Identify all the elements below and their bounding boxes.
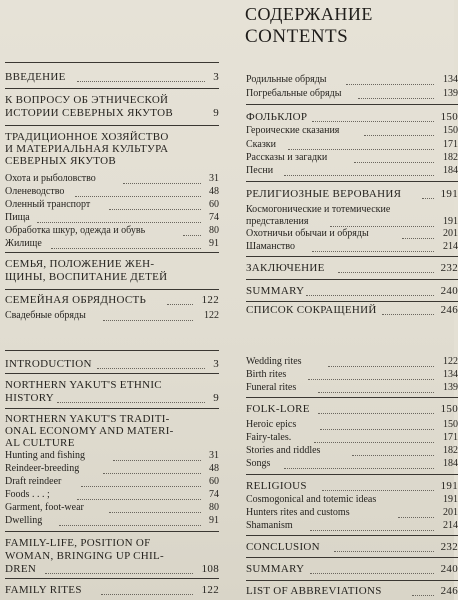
toc-entry xyxy=(5,71,219,84)
dot-leader xyxy=(183,223,201,236)
toc-entry xyxy=(5,238,219,250)
toc-entry xyxy=(246,125,458,137)
dot-leader xyxy=(167,292,193,305)
entry-title: ВВЕДЕНИЕ xyxy=(5,71,66,83)
toc-entry xyxy=(246,541,458,554)
toc-entry xyxy=(5,379,219,407)
page-number: 134 xyxy=(443,369,458,380)
entry-title: Рассказы и загадки xyxy=(246,152,328,163)
dot-leader xyxy=(308,367,434,380)
entry-title: представления xyxy=(246,216,309,227)
dot-leader xyxy=(109,197,201,210)
toc-entry xyxy=(246,563,458,576)
toc-entry xyxy=(246,304,458,317)
entry-title: LIST OF ABBREVIATIONS xyxy=(246,585,382,597)
divider xyxy=(5,125,219,126)
page-number: 31 xyxy=(209,173,219,184)
dot-leader xyxy=(37,210,201,223)
dot-leader xyxy=(338,260,434,273)
divider xyxy=(246,279,458,280)
divider xyxy=(246,557,458,558)
toc-entry xyxy=(5,537,219,577)
entry-title: AL CULTURE xyxy=(5,437,75,449)
entry-title: Dwelling xyxy=(5,515,43,526)
divider xyxy=(5,289,219,290)
dot-leader xyxy=(346,72,434,85)
entry-title: СПИСОК СОКРАЩЕНИЙ xyxy=(246,304,377,316)
toc-entry xyxy=(246,285,458,298)
divider xyxy=(246,397,458,398)
dot-leader xyxy=(358,86,434,99)
entry-title: NORTHERN YAKUT'S TRADITI- xyxy=(5,413,170,425)
page-number: 74 xyxy=(209,489,219,500)
entry-title: SUMMARY xyxy=(246,563,305,575)
entry-title: Свадебные обряды xyxy=(5,310,86,321)
entry-title: Fairy-tales. xyxy=(246,432,292,443)
entry-title: ONAL ECONOMY AND MATERI- xyxy=(5,425,174,437)
entry-title: FAMILY-LIFE, POSITION OF xyxy=(5,537,151,549)
page-number: 60 xyxy=(209,199,219,210)
dot-leader xyxy=(75,184,201,197)
toc-entry xyxy=(246,262,458,275)
entry-title: CONCLUSION xyxy=(246,541,320,553)
dot-leader xyxy=(306,283,434,296)
dot-leader xyxy=(45,561,193,574)
divider xyxy=(5,252,219,253)
divider xyxy=(5,350,219,351)
entry-title: РЕЛИГИОЗНЫЕ ВЕРОВАНИЯ xyxy=(246,188,402,200)
divider xyxy=(246,104,458,105)
page-number: 150 xyxy=(440,111,458,123)
page-number: 182 xyxy=(443,152,458,163)
page-number: 201 xyxy=(443,507,458,518)
dot-leader xyxy=(310,518,434,531)
entry-title: Жилище xyxy=(5,238,42,249)
entry-title: Оленный транспорт xyxy=(5,199,91,210)
entry-title: WOMAN, BRINGING UP CHIL- xyxy=(5,550,164,562)
page-number: 91 xyxy=(209,238,219,249)
toc-entry xyxy=(246,165,458,177)
toc-entry xyxy=(246,480,458,493)
entry-title: HISTORY xyxy=(5,392,54,404)
entry-title: Родильные обряды xyxy=(246,74,327,85)
entry-title: ТРАДИЦИОННОЕ ХОЗЯЙСТВО xyxy=(5,131,169,143)
page-number: 191 xyxy=(440,188,458,200)
toc-entry xyxy=(5,413,219,453)
divider xyxy=(246,580,458,581)
dot-leader xyxy=(51,236,201,249)
page-number: 246 xyxy=(440,304,458,316)
page-number: 48 xyxy=(209,186,219,197)
dot-leader xyxy=(398,505,434,518)
entry-title: Foods . . . ; xyxy=(5,489,50,500)
entry-title: RELIGIOUS xyxy=(246,480,307,492)
dot-leader xyxy=(322,478,434,491)
page-number: 80 xyxy=(209,502,219,513)
toc-entry xyxy=(5,515,219,527)
toc-entry xyxy=(246,585,458,598)
dot-leader xyxy=(103,461,201,474)
page-number: 150 xyxy=(443,419,458,430)
toc-entry xyxy=(5,310,219,322)
entry-title: И МАТЕРИАЛЬНАЯ КУЛЬТУРА xyxy=(5,143,169,155)
dot-leader xyxy=(412,583,434,596)
page-number: 191 xyxy=(443,494,458,505)
entry-title: DREN xyxy=(5,563,37,575)
entry-title: FAMILY RITES xyxy=(5,584,82,596)
entry-title: Garment, foot-wear xyxy=(5,502,84,513)
toc-entry xyxy=(5,584,219,597)
dot-leader xyxy=(314,430,434,443)
dot-leader xyxy=(312,109,434,122)
page-number: 3 xyxy=(213,71,219,83)
page-number: 80 xyxy=(209,225,219,236)
dot-leader xyxy=(97,356,205,369)
dot-leader xyxy=(59,513,201,526)
page-number: 184 xyxy=(443,458,458,469)
dot-leader xyxy=(364,123,434,136)
toc-entry xyxy=(5,94,219,122)
toc-entry xyxy=(246,74,458,86)
entry-title: Оленеводство xyxy=(5,186,65,197)
page-number: 191 xyxy=(440,480,458,492)
dot-leader xyxy=(354,150,434,163)
page-number: 232 xyxy=(440,541,458,553)
dot-leader xyxy=(422,186,434,199)
page-number: 122 xyxy=(201,584,219,596)
page-number: 171 xyxy=(443,139,458,150)
toc-entry xyxy=(5,358,219,371)
dot-leader xyxy=(320,417,434,430)
page-number: 201 xyxy=(443,228,458,239)
divider xyxy=(5,578,219,579)
entry-title: Shamanism xyxy=(246,520,293,531)
toc-entry xyxy=(5,258,219,286)
page-number: 3 xyxy=(213,358,219,370)
dot-leader xyxy=(334,539,434,552)
entry-title: Охотничьи обычаи и обряды xyxy=(246,228,369,239)
dot-leader xyxy=(352,443,434,456)
entry-title: Песни xyxy=(246,165,274,176)
toc-entry xyxy=(246,520,458,532)
entry-title: Draft reindeer xyxy=(5,476,62,487)
page-number: 214 xyxy=(443,520,458,531)
toc-entry xyxy=(246,382,458,394)
dot-leader xyxy=(113,448,201,461)
heading-contents-en: CONTENTS xyxy=(245,26,349,47)
page-number: 150 xyxy=(443,125,458,136)
entry-title: Hunters rites and customs xyxy=(246,507,350,518)
entry-title: Героические сказания xyxy=(246,125,340,136)
dot-leader xyxy=(312,239,434,252)
page-number: 139 xyxy=(443,88,458,99)
entry-title: СЕМЕЙНАЯ ОБРЯДНОСТЬ xyxy=(5,294,147,306)
page-number: 60 xyxy=(209,476,219,487)
page-number: 9 xyxy=(213,392,219,404)
entry-title: Охота и рыболовство xyxy=(5,173,96,184)
dot-leader xyxy=(77,487,201,500)
entry-title: Wedding rites xyxy=(246,356,302,367)
toc-entry xyxy=(246,403,458,416)
divider xyxy=(246,181,458,182)
entry-title: Stories and riddles xyxy=(246,445,321,456)
page-number: 246 xyxy=(440,585,458,597)
entry-title: ЩИНЫ, ВОСПИТАНИЕ ДЕТЕЙ xyxy=(5,271,168,283)
dot-leader xyxy=(382,302,434,315)
dot-leader xyxy=(310,561,434,574)
page-number: 232 xyxy=(440,262,458,274)
entry-title: ФОЛЬКЛОР xyxy=(246,111,308,123)
page-number: 9 xyxy=(213,107,219,119)
entry-title: Reindeer-breeding xyxy=(5,463,80,474)
page-number: 31 xyxy=(209,450,219,461)
entry-title: Funeral rites xyxy=(246,382,297,393)
entry-title: Обработка шкур, одежда и обувь xyxy=(5,225,146,236)
entry-title: Heroic epics xyxy=(246,419,297,430)
divider xyxy=(5,531,219,532)
entry-title: INTRODUCTION xyxy=(5,358,92,370)
entry-title: СЕМЬЯ, ПОЛОЖЕНИЕ ЖЕН- xyxy=(5,258,155,270)
toc-entry xyxy=(5,131,219,171)
page-number: 122 xyxy=(201,294,219,306)
page-number: 182 xyxy=(443,445,458,456)
entry-title: Hunting and fishing xyxy=(5,450,85,461)
page-number: 184 xyxy=(443,165,458,176)
dot-leader xyxy=(81,474,201,487)
entry-title: Шаманство xyxy=(246,241,296,252)
page-number: 48 xyxy=(209,463,219,474)
page-number: 122 xyxy=(204,310,219,321)
page-number: 74 xyxy=(209,212,219,223)
entry-title: К ВОПРОСУ ОБ ЭТНИЧЕСКОЙ xyxy=(5,94,169,106)
divider xyxy=(5,88,219,89)
divider xyxy=(246,474,458,475)
divider xyxy=(5,62,219,63)
entry-title: ИСТОРИИ СЕВЕРНЫХ ЯКУТОВ xyxy=(5,107,174,119)
dot-leader xyxy=(284,456,434,469)
page-number: 240 xyxy=(440,563,458,575)
page-number: 240 xyxy=(440,285,458,297)
page-number: 134 xyxy=(443,74,458,85)
entry-title: Сказки xyxy=(246,139,276,150)
heading-contents-ru: СОДЕРЖАНИЕ xyxy=(245,4,373,24)
dot-leader xyxy=(318,401,434,414)
dot-leader xyxy=(77,69,205,82)
page-number: 150 xyxy=(440,403,458,415)
entry-title: SUMMARY xyxy=(246,285,305,297)
divider xyxy=(5,408,219,409)
entry-title: Погребальные обряды xyxy=(246,88,342,99)
toc-entry xyxy=(5,294,219,307)
entry-title: Пища xyxy=(5,212,30,223)
dot-leader xyxy=(284,163,434,176)
page-number: 139 xyxy=(443,382,458,393)
page-number: 108 xyxy=(201,563,219,575)
entry-title: Birth rites xyxy=(246,369,287,380)
entry-title: Songs xyxy=(246,458,271,469)
dot-leader xyxy=(101,582,193,595)
toc-entry xyxy=(246,241,458,253)
entry-title: Cosmogonical and totemic ideas xyxy=(246,494,377,505)
toc-entry xyxy=(246,188,458,201)
dot-leader xyxy=(103,308,193,321)
divider xyxy=(246,256,458,257)
entry-title: ЗАКЛЮЧЕНИЕ xyxy=(246,262,325,274)
dot-leader xyxy=(402,226,434,239)
dot-leader xyxy=(318,380,434,393)
page-number: 91 xyxy=(209,515,219,526)
dot-leader xyxy=(57,390,205,403)
divider xyxy=(5,373,219,374)
entry-title: FOLK-LORE xyxy=(246,403,310,415)
toc-entry xyxy=(246,88,458,100)
page-number: 214 xyxy=(443,241,458,252)
entry-title: СЕВЕРНЫХ ЯКУТОВ xyxy=(5,155,117,167)
dot-leader xyxy=(123,171,201,184)
page-number: 122 xyxy=(443,356,458,367)
entry-title: Космогонические и тотемические xyxy=(246,204,391,215)
toc-entry xyxy=(246,458,458,470)
divider xyxy=(246,535,458,536)
page-number: 171 xyxy=(443,432,458,443)
page-number: 191 xyxy=(443,216,458,227)
dot-leader xyxy=(109,500,201,513)
dot-leader xyxy=(328,354,434,367)
dot-leader xyxy=(288,137,434,150)
entry-title: NORTHERN YAKUT'S ETHNIC xyxy=(5,379,162,391)
